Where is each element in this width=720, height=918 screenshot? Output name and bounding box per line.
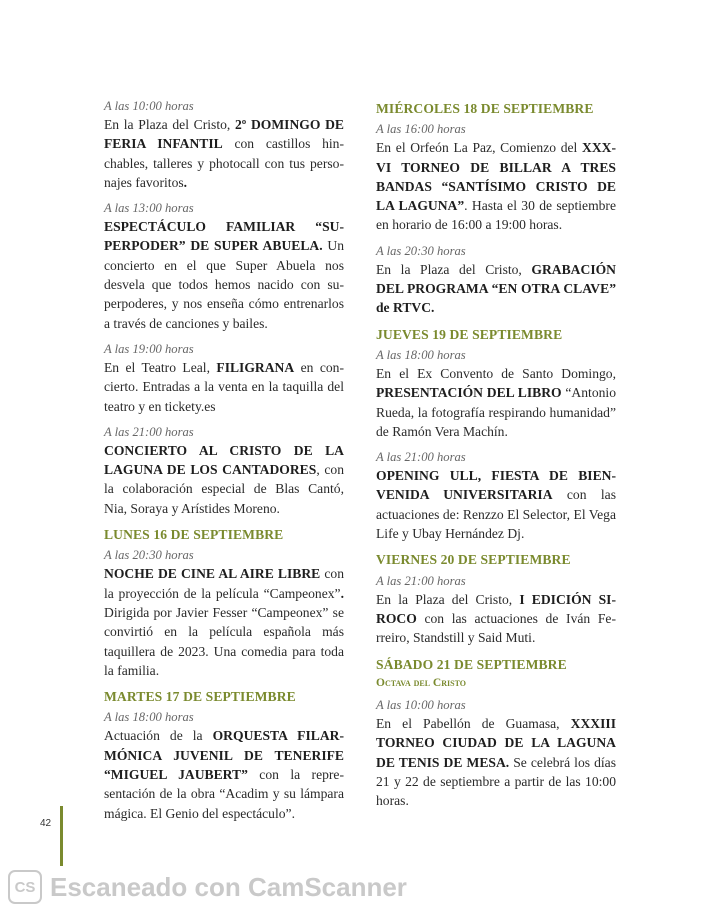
- event-item: [376, 242, 616, 318]
- event-time: A las 20:30 horas: [376, 243, 466, 258]
- event-description: CONCIERTO AL CRISTO DE LA LAGUNA DE LOS CANTADORES, con la colaboración especial de Blas Cantó, Nia, Soraya y Arístides Moreno.: [104, 442, 344, 516]
- event-item: [376, 572, 616, 648]
- day-heading: JUEVES 19 DE SEPTIEMBRE: [376, 326, 563, 342]
- event-item: [104, 97, 344, 192]
- event-time: A las 18:00 horas: [376, 347, 466, 362]
- event-item: [376, 346, 616, 441]
- event-time: A las 21:00 horas: [376, 573, 466, 588]
- day-heading: LUNES 16 DE SEPTIEMBRE: [104, 527, 284, 543]
- event-description: En el Orfeón La Paz, Comienzo del XXXVI TORNEO DE BILLAR A TRES BANDAS “SANTÍSIMO CRISTO DE LA LAGUNA”. Hasta el 30 de septiembre en horario de 16:00 a 19:00 horas.: [376, 140, 616, 233]
- event-item: [376, 696, 616, 810]
- event-time: A las 13:00 horas: [104, 201, 194, 216]
- event-description: NOCHE DE CINE AL AIRE LIBRE con la proyección de la película “Campeonex”. Dirigida por Javier Fesser “Campeonex” se convirtió en la película española más taquillera de 2023. Una comedia para toda la familia.: [104, 566, 344, 678]
- event-item: [104, 423, 344, 518]
- event-time: A las 10:00 horas: [376, 698, 466, 713]
- event-time: A las 20:30 horas: [104, 548, 194, 563]
- day-heading: VIERNES 20 DE SEPTIEMBRE: [376, 552, 571, 568]
- day-subheading: Octava del Cristo: [376, 676, 466, 689]
- camscanner-watermark: [8, 870, 407, 904]
- page-number: 42: [40, 818, 52, 829]
- event-time: A las 18:00 horas: [104, 710, 194, 725]
- event-time: A las 16:00 horas: [376, 122, 466, 137]
- event-description: Actuación de la ORQUESTA FILARMÓNICA JUVENIL DE TENERIFE “MIGUEL JAUBERT” con la representación de la obra “Acadim y su lámpara mágica. El Genio del espectáculo”.: [104, 728, 344, 821]
- left-column: [104, 97, 344, 830]
- event-time: A las 21:00 horas: [104, 424, 194, 439]
- event-description: En la Plaza del Cristo, GRABACIÓN DEL PROGRAMA “EN OTRA CLAVE” de RTVC.: [376, 261, 616, 316]
- event-item: [104, 199, 344, 333]
- event-item: [104, 708, 344, 822]
- event-time: A las 10:00 horas: [104, 99, 194, 113]
- right-column: [376, 97, 616, 818]
- day-heading: MIÉRCOLES 18 DE SEPTIEMBRE: [376, 101, 594, 116]
- day-heading: MARTES 17 DE SEPTIEMBRE: [104, 689, 296, 705]
- event-item: [104, 546, 344, 680]
- event-item: [104, 340, 344, 416]
- event-item: [376, 120, 616, 234]
- camscanner-logo-icon: CS: [8, 870, 42, 904]
- event-description: ESPECTÁCULO FAMILIAR “SUPERPODER” DE SUPER ABUELA. Un concierto en el que Super Abuela nos desvela que todos hemos nacido con superpoderes, y nos enseña cómo entrenarlos a través de canciones y bailes.: [104, 219, 344, 331]
- event-description: En la Plaza del Cristo, I EDICIÓN SIROCO con las actuaciones de Iván Ferreiro, Standstill y Said Muti.: [376, 591, 616, 646]
- event-description: En el Pabellón de Guamasa, XXXIII TORNEO CIUDAD DE LA LAGUNA DE TENIS DE MESA. Se celebrá los días 21 y 22 de septiembre a partir de las 10:00 horas.: [376, 716, 616, 809]
- day-heading: SÁBADO 21 DE SEPTIEMBRE: [376, 656, 567, 672]
- watermark-text: Escaneado con CamScanner: [50, 871, 407, 902]
- event-description: OPENING ULL, FIESTA DE BIENVENIDA UNIVERSITARIA con las actuaciones de: Renzzo El Selector, El Vega Life y Ubay Hernández Dj.: [376, 468, 616, 542]
- event-description: En el Ex Convento de Santo Domingo, PRESENTACIÓN DEL LIBRO “Antonio Rueda, la fotografía respirando humanidad” de Ramón Vera Machín.: [376, 365, 616, 439]
- event-time: A las 19:00 horas: [104, 341, 194, 356]
- page-number-bar: [60, 806, 63, 866]
- event-description: En la Plaza del Cristo, 2º DOMINGO DE FERIA INFANTIL con castillos hinchables, talleres y photocall con tus personajes favoritos.: [104, 117, 344, 190]
- event-item: [376, 448, 616, 543]
- event-description: En el Teatro Leal, FILIGRANA en concierto. Entradas a la venta en la taquilla del teatro y en tickety.es: [104, 359, 344, 414]
- event-time: A las 21:00 horas: [376, 450, 466, 465]
